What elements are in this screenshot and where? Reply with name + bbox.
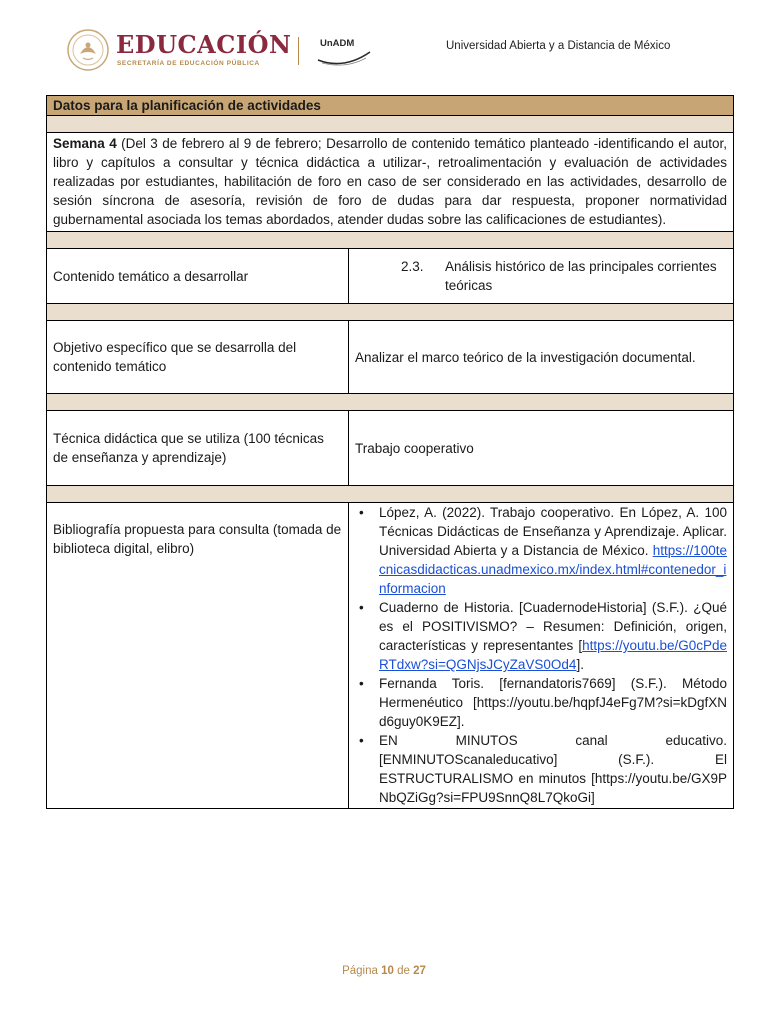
mexico-seal-icon bbox=[66, 28, 110, 72]
spacer-row bbox=[47, 232, 734, 249]
spacer-row bbox=[47, 486, 734, 503]
spacer-row bbox=[47, 116, 734, 133]
spacer-cell bbox=[47, 304, 734, 321]
objetivo-value: Analizar el marco teórico de la investigación documental. bbox=[349, 321, 734, 394]
contenido-number: 2.3. bbox=[401, 259, 424, 274]
contenido-cell bbox=[349, 249, 734, 304]
university-name: Universidad Abierta y a Distancia de México bbox=[446, 40, 671, 52]
semana-text: (Del 3 de febrero al 9 de febrero; Desarrollo de contenido temático planteado -identificando el autor, libro y capítulos a consultar y técnica didáctica a utilizar-, retroalimentación y evaluación de actividades realizadas por estudiantes, habilitación de foro en caso de ser considerado en las actividades, desarrollo de sesión síncrona de asesoría, revisión de foro de dudas para dar respuesta, proponer normatividad gubernamental asociada los temas abordados, atender dudas sobre las calificaciones de estudiantes). bbox=[53, 136, 728, 227]
spacer-cell bbox=[47, 232, 734, 249]
spacer-cell bbox=[47, 486, 734, 503]
contenido-label: Contenido temático a desarrollar bbox=[47, 249, 349, 304]
biblio-text: Cuaderno de Historia. [CuadernodeHistoria] (S.F.). ¿Qué es el POSITIVISMO? – Resumen: Definición, origen, características y representantes [ bbox=[379, 600, 728, 653]
tecnica-value: Trabajo cooperativo bbox=[349, 411, 734, 486]
planning-table bbox=[46, 95, 734, 809]
page-word: Página bbox=[342, 965, 378, 977]
brand-subtitle: SECRETARÍA DE EDUCACIÓN PÚBLICA bbox=[117, 60, 260, 67]
semana-row bbox=[47, 133, 734, 232]
biblio-label: Bibliografía propuesta para consulta (tomada de biblioteca digital, elibro) bbox=[47, 503, 349, 809]
biblio-cell bbox=[349, 503, 734, 809]
biblio-link[interactable]: https://youtu.be/G0cPdeRTdxw?si=QGNjsJCyZaVS0Od4 bbox=[379, 638, 728, 672]
spacer-row bbox=[47, 394, 734, 411]
tecnica-label: Técnica didáctica que se utiliza (100 técnicas de enseñanza y aprendizaje) bbox=[47, 411, 349, 486]
list-item bbox=[379, 674, 727, 731]
semana-label: Semana 4 bbox=[53, 136, 117, 151]
of-word: de bbox=[397, 965, 410, 977]
contenido-value: Análisis histórico de las principales corrientes teóricas bbox=[445, 259, 717, 293]
page-header bbox=[0, 0, 768, 90]
unadm-logo-text: UnADM bbox=[320, 38, 355, 49]
table-title-row bbox=[47, 96, 734, 116]
semana-cell bbox=[47, 133, 734, 232]
page-total: 27 bbox=[413, 965, 426, 977]
page-footer bbox=[0, 965, 768, 977]
spacer-cell bbox=[47, 116, 734, 133]
spacer-cell bbox=[47, 394, 734, 411]
brand-title: EDUCACIÓN bbox=[116, 30, 292, 59]
table-title: Datos para la planificación de actividades bbox=[47, 96, 734, 116]
biblio-url: [https://youtu.be/hqpfJ4eFg7M?si=kDgfXNd6guy0K9EZ]. bbox=[379, 695, 728, 729]
biblio-text: Fernanda Toris. [fernandatoris7669] (S.F.). Método Hermenéutico bbox=[379, 676, 728, 710]
objetivo-label: Objetivo específico que se desarrolla del contenido temático bbox=[47, 321, 349, 394]
biblio-text: López, A. (2022). Trabajo cooperativo. En López, A. 100 Técnicas Didácticas de Enseñanza y Aprendizaje. Aplicar. Universidad Abierta y a Distancia de México. bbox=[379, 505, 728, 558]
biblio-link[interactable]: https://100tecnicasdidacticas.unadmexico.mx/index.html#contenedor_informacion bbox=[379, 543, 728, 596]
contenido-numbered bbox=[355, 257, 727, 295]
header-divider bbox=[298, 37, 299, 65]
biblio-text: EN MINUTOS canal educativo. [ENMINUTOScanaleducativo] (S.F.). El ESTRUCTURALISMO en minutos bbox=[379, 733, 728, 786]
biblio-list bbox=[355, 503, 727, 807]
spacer-row bbox=[47, 304, 734, 321]
biblio-text-after: ]. bbox=[576, 657, 584, 672]
biblio-url: [https://youtu.be/GX9PNbQZiGg?si=FPU9SnnQ8L7QkoGi] bbox=[379, 771, 728, 805]
list-item bbox=[379, 731, 727, 807]
list-item bbox=[379, 503, 727, 598]
contenido-row bbox=[47, 249, 734, 304]
objetivo-row bbox=[47, 321, 734, 394]
page-current: 10 bbox=[381, 965, 394, 977]
tecnica-row bbox=[47, 411, 734, 486]
biblio-row bbox=[47, 503, 734, 809]
list-item bbox=[379, 598, 727, 674]
